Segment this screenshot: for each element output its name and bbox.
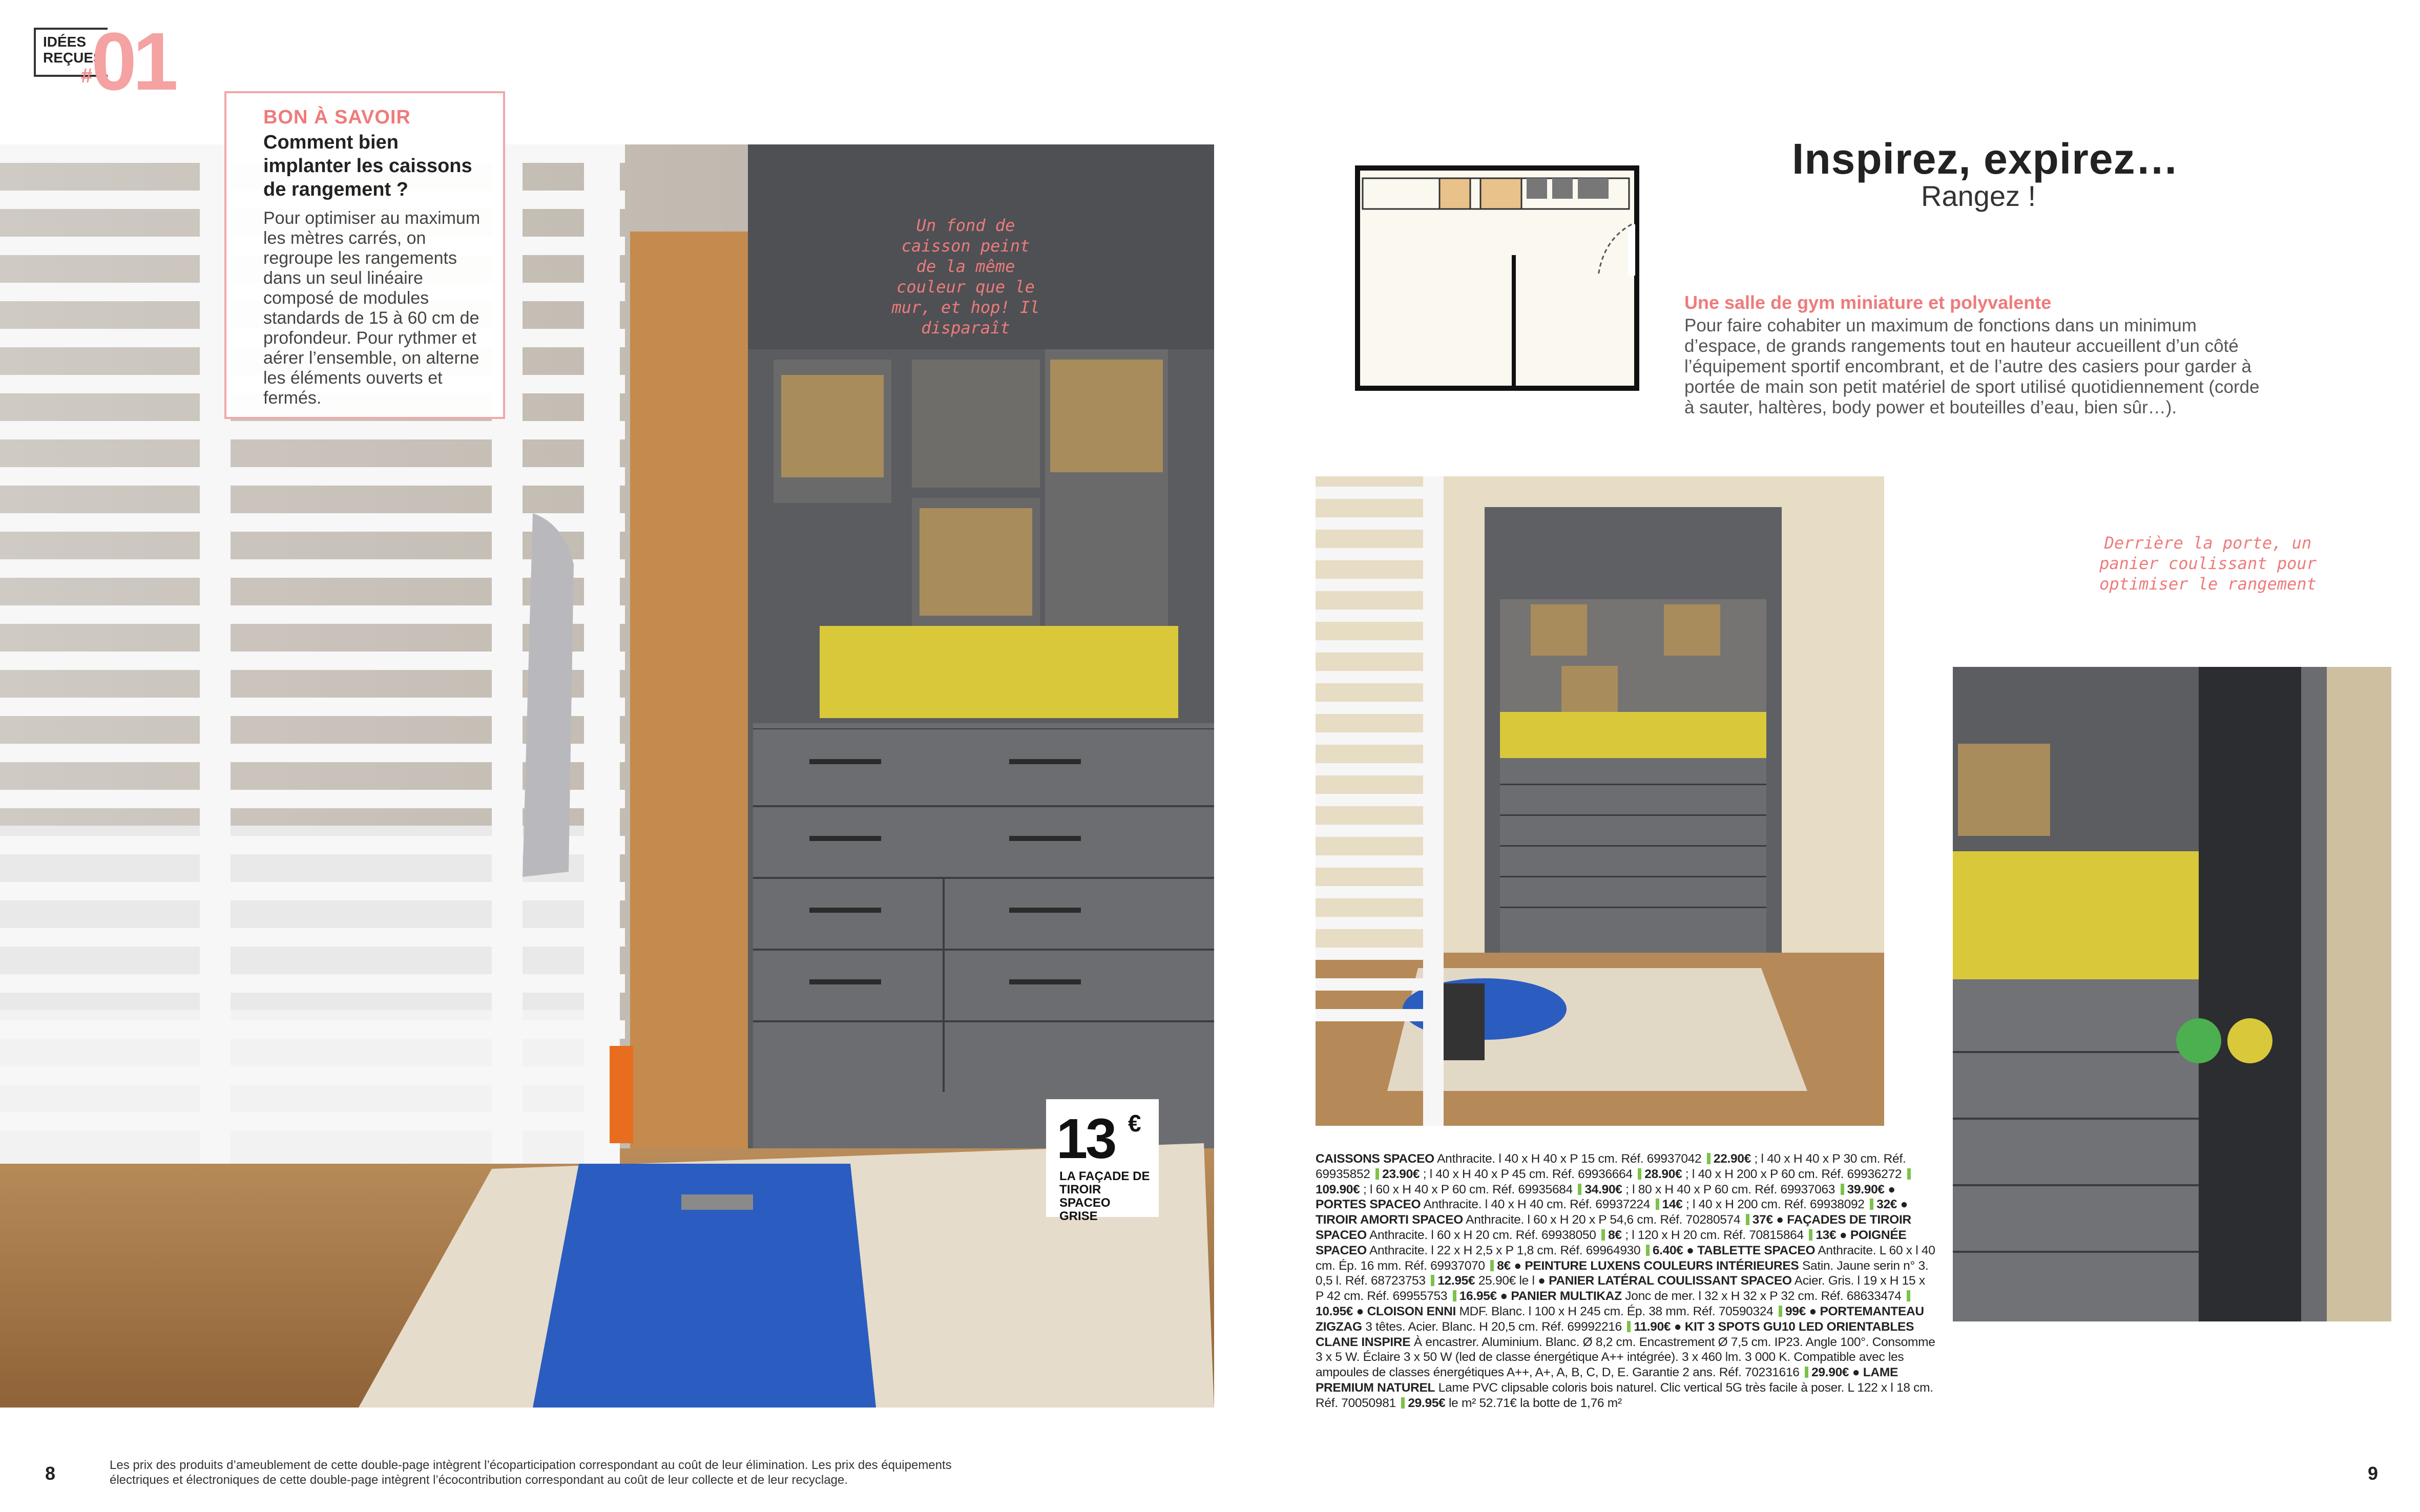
spec-price: 39.90€	[1847, 1182, 1885, 1196]
spec-text: Anthracite. l 60 x H 20 cm. Réf. 69938050	[1366, 1228, 1600, 1242]
tag-line-2: REÇUES	[43, 50, 103, 66]
spec-price: 8€	[1608, 1228, 1622, 1242]
spec-tail: ; l 60 x H 40 x P 60 cm. Réf. 69935684	[1360, 1182, 1576, 1196]
spec-text: Anthracite. l 60 x H 20 x P 54,6 cm. Réf. 70280574	[1463, 1213, 1744, 1227]
spec-text: Anthracite. L 60 x l 40 cm. Ép. 16 mm. Réf. 69937070	[1316, 1243, 1935, 1273]
price-marker	[1578, 1184, 1581, 1195]
spec-name: CAISSONS SPACEO	[1316, 1152, 1434, 1166]
spec-price: 29.90€	[1811, 1366, 1849, 1380]
footer-legal	[110, 1458, 1134, 1487]
spec-tail: ; l 40 x H 200 cm. Réf. 69938092	[1682, 1198, 1868, 1212]
price-marker	[1431, 1275, 1434, 1286]
middle-photo	[1316, 476, 1884, 1126]
spec-price: 23.90€	[1382, 1167, 1420, 1181]
price-caption: LA FAÇADE DE TIROIR SPACEO GRISE	[1059, 1169, 1150, 1223]
spec-tail: ; l 40 x H 40 x P 45 cm. Réf. 69936664	[1420, 1167, 1636, 1181]
price-marker	[1746, 1214, 1749, 1225]
tag-hash: #	[81, 65, 93, 87]
price-marker	[1638, 1168, 1641, 1180]
page-number-right: 9	[2368, 1463, 2379, 1484]
tip-box	[224, 91, 505, 419]
spec-name: ● FAÇADES DE TIROIR SPACEO	[1316, 1213, 1911, 1242]
price-marker	[1627, 1321, 1631, 1332]
price-marker	[1805, 1367, 1808, 1378]
spec-price: 10.95€	[1316, 1304, 1353, 1318]
price-marker	[1490, 1260, 1494, 1271]
spec-name: ● PORTES SPACEO	[1316, 1182, 1895, 1212]
spec-text: 3 têtes. Acier. Blanc. H 20,5 cm. Réf. 69992216	[1362, 1319, 1625, 1334]
spec-price: 13€	[1816, 1228, 1837, 1242]
spec-price: 34.90€	[1584, 1182, 1622, 1196]
tip-kicker: BON À SAVOIR	[263, 107, 411, 128]
tag-line-1: IDÉES	[43, 34, 87, 50]
spec-price: 22.90€	[1713, 1152, 1751, 1166]
spec-price: 16.95€	[1459, 1289, 1497, 1304]
floor-plan-drawing	[1352, 163, 1650, 398]
spec-name: ● PANIER LATÉRAL COULISSANT SPACEO	[1538, 1274, 1792, 1288]
spec-text: À encastrer. Aluminium. Blanc. Ø 8,2 cm. Encastrement Ø 7,5 cm. IP23. Angle 100°. Consomme 3 x 5 W. Éclaire 3 x 50 W (led de classe énergétique A++ intégrée). 3 x 460 lm. 3 000 K. Compatible avec les ampoules de classes énergétiques A++, A+, A, B, C, D, E. Garantie 2 ans. Réf. 70231616	[1316, 1335, 1935, 1380]
price-tag	[1046, 1099, 1159, 1223]
price-marker	[1841, 1184, 1844, 1195]
spec-price: 11.90€	[1634, 1319, 1671, 1334]
price-amount: 13	[1056, 1107, 1115, 1170]
spec-text: MDF. Blanc. l 100 x H 245 cm. Ép. 38 mm. Réf. 70590324	[1456, 1304, 1777, 1318]
spec-price: 109.90€	[1316, 1182, 1360, 1196]
spec-name: ● TIROIR AMORTI SPACEO	[1316, 1198, 1908, 1227]
section-body: Pour faire cohabiter un maximum de fonctions dans un minimum d’espace, de grands rangements tout en hauteur accueillent d’un côté l’équipement sportif encombrant, et de l’autre des casiers pour garder à portée de main son petit matériel de sport utilisé quotidiennement (corde à sauter, haltères, body power et bouteilles d’eau, bien sûr…).	[1684, 316, 2260, 417]
spec-tail: ; l 120 x H 20 cm. Réf. 70815864	[1621, 1228, 1807, 1242]
note-right: Derrière la porte, un panier coulissant pour optimiser le rangement	[2099, 533, 2317, 594]
price-marker	[1401, 1397, 1405, 1409]
spec-tail: ; l 40 x H 200 x P 60 cm. Réf. 69936272	[1682, 1167, 1905, 1181]
spec-price: 32€	[1876, 1198, 1897, 1212]
right-photo	[1953, 667, 2391, 1321]
spec-tail: 25.90€ le l	[1475, 1274, 1538, 1288]
spec-price: 14€	[1662, 1198, 1683, 1212]
spec-price: 12.95€	[1437, 1274, 1475, 1288]
spec-price: 6.40€	[1652, 1243, 1683, 1257]
spec-name: ● KIT 3 SPOTS GU10 LED ORIENTABLES CLANE INSPIRE	[1316, 1319, 1914, 1349]
tip-body: Pour optimiser au maximum les mètres carrés, on regroupe les rangements dans un seul linéaire composé de modules standards de 15 à 60 cm de profondeur. Pour rythmer et aérer l’ensemble, on alterne les éléments ouverts et fermés.	[263, 208, 481, 408]
price-marker	[1907, 1290, 1910, 1301]
spec-name: ● PANIER MULTIKAZ	[1500, 1289, 1622, 1304]
spec-name: ● PORTEMANTEAU ZIGZAG	[1316, 1304, 1924, 1334]
price-marker	[1779, 1306, 1782, 1317]
page-number-left: 8	[45, 1463, 56, 1484]
footer-line-2: électriques et électroniques de cette double-page intègrent l’écocontribution correspondant au coût de leur collecte et de leur recyclage.	[110, 1473, 848, 1487]
spec-name: ● POIGNÉE SPACEO	[1316, 1228, 1907, 1257]
spec-price: 8€	[1497, 1258, 1511, 1273]
spec-text: Acier. Gris. l 19 x H 15 x P 42 cm. Réf. 69955753	[1316, 1274, 1925, 1304]
price-marker	[1453, 1290, 1456, 1301]
price-currency: €	[1128, 1110, 1141, 1137]
spec-text: Anthracite. l 40 x H 40 x P 15 cm. Réf. 69937042	[1434, 1152, 1705, 1166]
spec-price: 99€	[1785, 1304, 1806, 1318]
price-marker	[1870, 1199, 1873, 1210]
price-marker	[1809, 1229, 1812, 1241]
spec-name: ● LAME PREMIUM NATUREL	[1316, 1366, 1898, 1395]
tag-number: 01	[91, 15, 174, 107]
spec-text: Jonc de mer. l 32 x H 32 x P 32 cm. Réf. 68633474	[1621, 1289, 1905, 1304]
spec-tail: ; l 40 x H 40 x P 30 cm. Réf. 69935852	[1316, 1152, 1906, 1181]
price-marker	[1646, 1245, 1650, 1256]
price-marker	[1601, 1229, 1605, 1241]
spec-tail: ; l 80 x H 40 x P 60 cm. Réf. 69937063	[1622, 1182, 1839, 1196]
section-subtitle: Une salle de gym miniature et polyvalente	[1684, 292, 2052, 313]
price-marker	[1656, 1199, 1659, 1210]
price-marker	[1907, 1168, 1911, 1180]
spec-name: ● CLOISON ENNI	[1356, 1304, 1456, 1318]
footer-line-1: Les prix des produits d’ameublement de cette double-page intègrent l’écoparticipation correspondant au coût de leur élimination. Les prix des équipements	[110, 1458, 952, 1472]
price-marker	[1375, 1168, 1379, 1180]
tip-title: Comment bien implanter les caissons de rangement ?	[263, 132, 472, 200]
page-title: Inspirez, expirez…	[1792, 135, 2179, 183]
spec-price: 37€	[1752, 1213, 1773, 1227]
price-marker	[1707, 1153, 1710, 1164]
spec-text: Anthracite. l 40 x H 40 cm. Réf. 69937224	[1421, 1198, 1654, 1212]
spec-text: Anthracite. l 22 x H 2,5 x P 1,8 cm. Réf. 69964930	[1366, 1243, 1644, 1257]
right-photo-illustration	[1953, 667, 2391, 1321]
spec-text: Satin. Jaune serin n° 3. 0,5 l. Réf. 68723753	[1316, 1258, 1929, 1288]
spec-name: ● PEINTURE LUXENS COULEURS INTÉRIEURES	[1514, 1258, 1799, 1273]
spec-text: Lame PVC clipsable coloris bois naturel. Clic vertical 5G très facile à poser. L 122 x l 18 cm. Réf. 70050981	[1316, 1380, 1933, 1410]
spec-price: 29.95€	[1408, 1396, 1446, 1410]
note-top: Un fond de caisson peint de la même couleur que le mur, et hop! Il disparaît	[891, 216, 1040, 338]
middle-photo-illustration	[1316, 476, 1884, 1126]
spec-tail: le m² 52.71€ la botte de 1,76 m²	[1445, 1396, 1622, 1410]
spec-name: ● TABLETTE SPACEO	[1686, 1243, 1816, 1257]
spec-price: 28.90€	[1644, 1167, 1682, 1181]
product-specs	[1316, 1151, 1935, 1411]
page-subtitle: Rangez !	[1921, 180, 2036, 212]
floor-plan	[1352, 163, 1650, 398]
